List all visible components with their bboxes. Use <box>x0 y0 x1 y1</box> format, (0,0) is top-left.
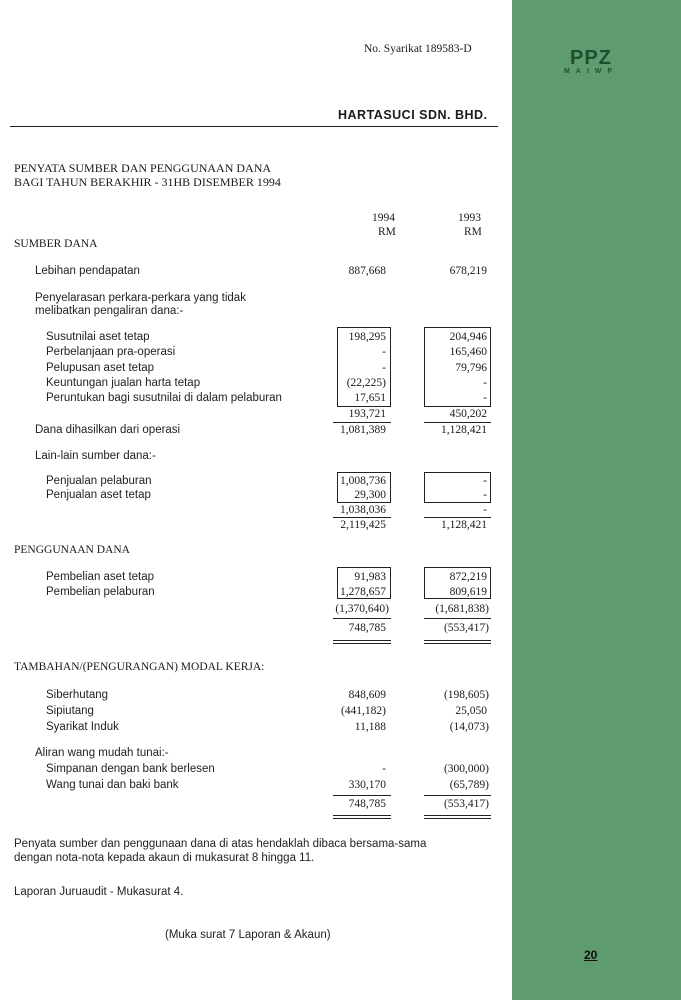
lebihan-1993: 678,219 <box>449 265 487 277</box>
modal-kerja-heading: TAMBAHAN/(PENGURANGAN) MODAL KERJA: <box>14 661 265 673</box>
statement-title-line2: BAGI TAHUN BERAKHIR - 31HB DISEMBER 1994 <box>14 175 281 189</box>
cash-1993-1: (65,789) <box>449 779 489 791</box>
double-rule-d-1994 <box>333 818 391 819</box>
adj-1993-1: 165,460 <box>449 346 487 358</box>
other-total-1993: - <box>483 504 487 516</box>
adj-label-3: Keuntungan jualan harta tetap <box>46 377 201 389</box>
footer-page-ref: (Muka surat 7 Laporan & Akaun) <box>165 929 331 941</box>
double-rule-b-1994 <box>333 643 391 644</box>
adj-1994-0: 198,295 <box>348 331 386 343</box>
operasi-1993: 1,128,421 <box>441 424 487 436</box>
adj-label-4: Peruntukan bagi susutnilai di dalam pelaburan <box>46 392 282 404</box>
modal-total-1994: 748,785 <box>348 798 386 810</box>
rule-net-1994 <box>333 618 391 619</box>
other-1993-1: - <box>483 489 487 501</box>
other-label-1: Penjualan aset tetap <box>46 489 151 501</box>
auditor-reference: Laporan Juruaudit - Mukasurat 4. <box>14 886 184 898</box>
double-rule-a-1994 <box>333 640 391 641</box>
other-total-1994: 1,038,036 <box>340 504 386 516</box>
logo-main-text: PPZ <box>570 47 612 69</box>
column-year-1994: 1994 <box>372 212 395 224</box>
modal-1994-2: 11,188 <box>354 721 386 733</box>
penggunaan-1994-0: 91,983 <box>354 571 386 583</box>
ppz-logo <box>562 48 620 76</box>
grand-total-1993: 1,128,421 <box>441 519 487 531</box>
modal-total-1993: (553,417) <box>443 798 489 810</box>
rule-net-1993 <box>424 618 491 619</box>
penggunaan-1993-0: 872,219 <box>449 571 487 583</box>
cash-1994-1: 330,170 <box>348 779 386 791</box>
statement-title-line1: PENYATA SUMBER DAN PENGGUNAAN DANA <box>14 161 272 175</box>
modal-label-1: Sipiutang <box>46 705 94 717</box>
double-rule-c-1994 <box>333 815 391 816</box>
note-line1: Penyata sumber dan penggunaan dana di atas hendaklah dibaca bersama-sama <box>14 838 427 850</box>
penyelarasan-line1: Penyelarasan perkara-perkara yang tidak <box>35 292 246 304</box>
double-rule-c-1993 <box>424 815 491 816</box>
penggunaan-total-1993: (1,681,838) <box>435 603 489 615</box>
lebihan-label: Lebihan pendapatan <box>35 265 140 277</box>
penggunaan-dana-heading: PENGGUNAAN DANA <box>14 544 130 556</box>
adj-1994-2: - <box>382 362 386 374</box>
operasi-label: Dana dihasilkan dari operasi <box>35 424 181 436</box>
lainlain-label: Lain-lain sumber dana:- <box>35 450 156 462</box>
modal-1994-0: 848,609 <box>348 689 386 701</box>
lebihan-1994: 887,668 <box>348 265 386 277</box>
modal-1994-1: (441,182) <box>340 705 386 717</box>
other-1994-0: 1,008,736 <box>340 475 386 487</box>
adj-1994-1: - <box>382 346 386 358</box>
note-line2: dengan nota-nota kepada akaun di mukasurat 8 hingga 11. <box>14 852 315 864</box>
modal-label-2: Syarikat Induk <box>46 721 119 733</box>
penggunaan-label-0: Pembelian aset tetap <box>46 571 155 583</box>
penyelarasan-line2: melibatkan pengaliran dana:- <box>35 305 184 317</box>
penggunaan-1993-1: 809,619 <box>449 586 487 598</box>
operasi-1994: 1,081,389 <box>340 424 386 436</box>
penggunaan-net-1993: (553,417) <box>443 622 489 634</box>
double-rule-d-1993 <box>424 818 491 819</box>
modal-label-0: Siberhutang <box>46 689 109 701</box>
adj-1993-3: - <box>483 377 487 389</box>
adj-total-1993: 450,202 <box>449 408 487 420</box>
modal-1993-1: 25,050 <box>455 705 487 717</box>
other-1993-0: - <box>483 475 487 487</box>
column-unit-1994: RM <box>378 226 396 238</box>
rule-modal-1993 <box>424 795 491 796</box>
page-number: 20 <box>584 948 598 962</box>
adj-1993-0: 204,946 <box>449 331 487 343</box>
rule-operasi-1993 <box>424 422 491 423</box>
adj-label-1: Perbelanjaan pra-operasi <box>46 346 176 358</box>
adj-1993-4: - <box>483 392 487 404</box>
adj-1994-3: (22,225) <box>346 377 386 389</box>
adj-label-0: Susutnilai aset tetap <box>46 331 150 343</box>
cash-1993-0: (300,000) <box>443 763 489 775</box>
logo-sub-text: MAIWP <box>563 68 619 75</box>
penggunaan-1994-1: 1,278,657 <box>340 586 386 598</box>
double-rule-b-1993 <box>424 643 491 644</box>
penggunaan-label-1: Pembelian pelaburan <box>46 586 155 598</box>
green-sidebar <box>512 0 681 1000</box>
company-name: HARTASUCI SDN. BHD. <box>338 108 488 122</box>
sumber-dana-heading: SUMBER DANA <box>14 238 98 250</box>
double-rule-a-1993 <box>424 640 491 641</box>
other-label-0: Penjualan pelaburan <box>46 475 152 487</box>
cash-label-0: Simpanan dengan bank berlesen <box>46 763 215 775</box>
grand-total-1994: 2,119,425 <box>340 519 386 531</box>
modal-1993-2: (14,073) <box>449 721 489 733</box>
penggunaan-total-1994: (1,370,640) <box>335 603 389 615</box>
column-year-1993: 1993 <box>458 212 481 224</box>
adj-1993-2: 79,796 <box>455 362 487 374</box>
header-rule <box>10 126 498 127</box>
cash-label-1: Wang tunai dan baki bank <box>46 779 179 791</box>
adj-1994-4: 17,651 <box>354 392 386 404</box>
company-number: No. Syarikat 189583-D <box>364 43 472 55</box>
other-1994-1: 29,300 <box>354 489 386 501</box>
rule-operasi-1994 <box>333 422 391 423</box>
aliran-label: Aliran wang mudah tunai:- <box>35 747 169 759</box>
adj-label-2: Pelupusan aset tetap <box>46 362 155 374</box>
rule-grand-1993 <box>424 517 491 518</box>
column-unit-1993: RM <box>464 226 482 238</box>
cash-1994-0: - <box>382 763 386 775</box>
penggunaan-net-1994: 748,785 <box>348 622 386 634</box>
rule-grand-1994 <box>333 517 391 518</box>
adj-total-1994: 193,721 <box>348 408 386 420</box>
rule-modal-1994 <box>333 795 391 796</box>
modal-1993-0: (198,605) <box>443 689 489 701</box>
